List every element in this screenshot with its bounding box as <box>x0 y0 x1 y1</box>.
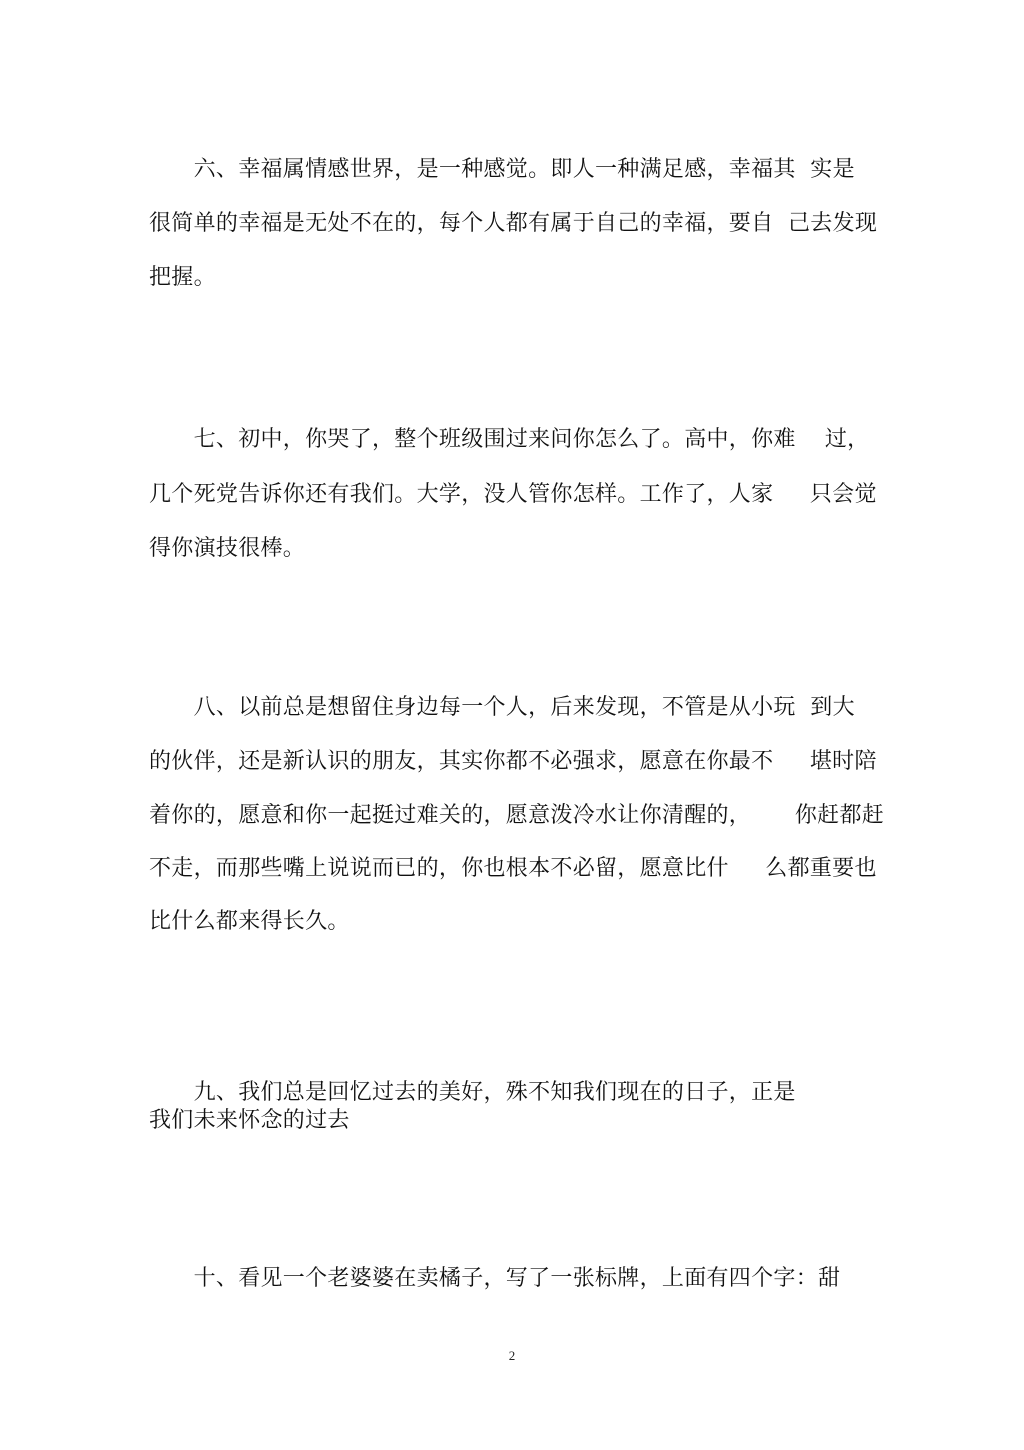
text-line: 把握。 <box>149 265 216 290</box>
text-line: 九、我们总是回忆过去的美好，殊不知我们现在的日子，正是 <box>149 1080 796 1105</box>
text-line: 六、幸福属情感世界，是一种感觉。即人一种满足感，幸福其 实是 <box>149 157 855 182</box>
text-line: 七、初中，你哭了，整个班级围过来问你怎么了。高中，你难 过， <box>149 427 870 452</box>
text-line: 着你的，愿意和你一起挺过难关的，愿意泼冷水让你清醒的， 你赶都赶 <box>149 803 885 828</box>
text-line: 的伙伴，还是新认识的朋友，其实你都不必强求，愿意在你最不 堪时陪 <box>149 749 877 774</box>
text-line: 不走，而那些嘴上说说而已的，你也根本不必留，愿意比什 么都重要也 <box>149 856 877 881</box>
text-line: 十、看见一个老婆婆在卖橘子，写了一张标牌，上面有四个字：甜 <box>149 1266 841 1291</box>
text-line: 八、以前总是想留住身边每一个人，后来发现，不管是从小玩 到大 <box>149 695 855 720</box>
text-line: 得你演技很棒。 <box>149 536 306 561</box>
text-line: 比什么都来得长久。 <box>149 909 350 934</box>
page-number: 2 <box>508 1348 516 1363</box>
text-line: 几个死党告诉你还有我们。大学，没人管你怎样。工作了，人家 只会觉 <box>149 482 877 507</box>
text-line: 我们未来怀念的过去 <box>149 1108 350 1133</box>
text-line: 很简单的幸福是无处不在的，每个人都有属于自己的幸福，要自 己去发现 <box>149 211 878 236</box>
